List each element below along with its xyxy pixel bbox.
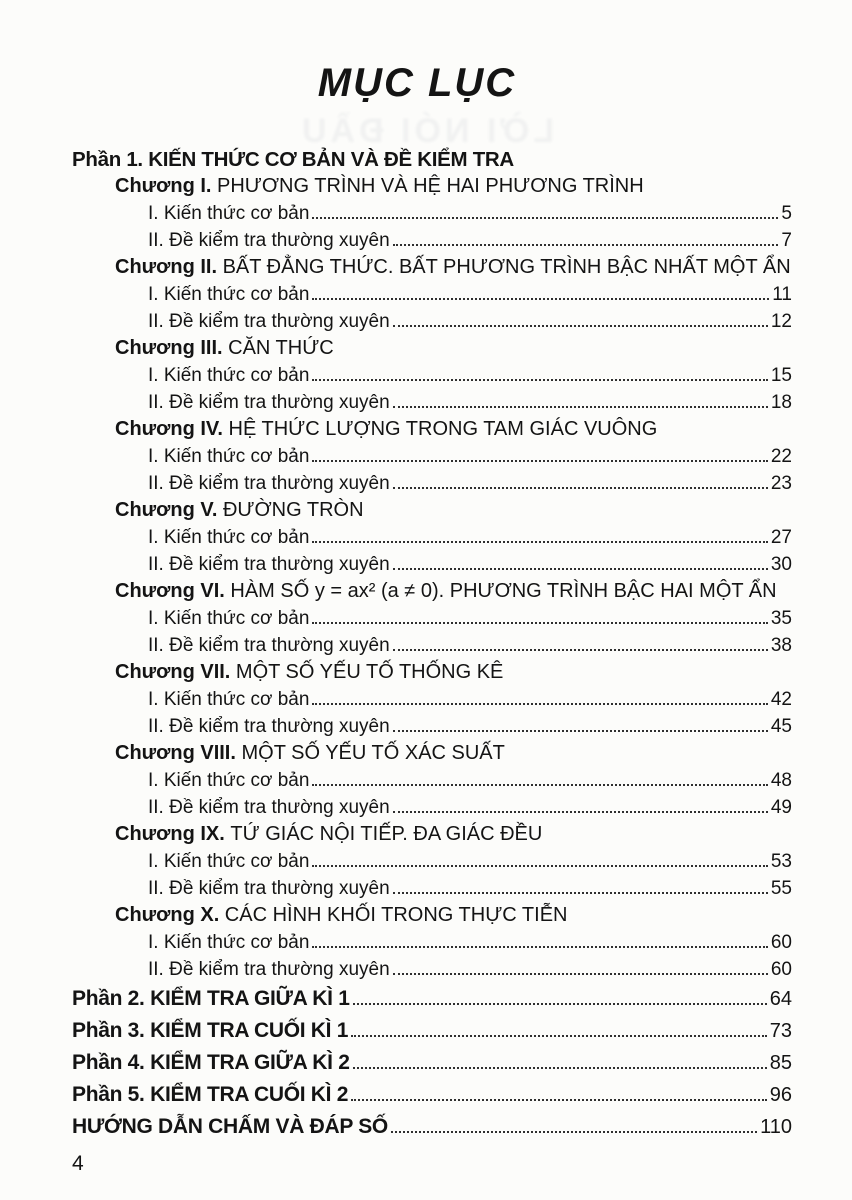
- chapter-title: PHƯƠNG TRÌNH VÀ HỆ HAI PHƯƠNG TRÌNH: [211, 175, 644, 197]
- chapter-label: Chương VI.: [115, 580, 225, 602]
- toc-item: [148, 443, 792, 470]
- chapter-title: CĂN THỨC: [222, 337, 334, 359]
- toc-item: [148, 686, 792, 713]
- chapter-label: Chương I.: [115, 175, 212, 197]
- answers-entry-label: HƯỚNG DẪN CHẤM VÀ ĐÁP SỐ: [72, 1115, 388, 1138]
- chapter-heading: [115, 254, 792, 281]
- chapter-heading: [115, 659, 792, 686]
- dot-leader: [351, 1099, 767, 1101]
- toc-item-label: II. Đề kiểm tra thường xuyên: [148, 311, 390, 332]
- toc-item: [148, 875, 792, 902]
- page-ref: 5: [781, 203, 792, 224]
- chapter-label: Chương X.: [115, 904, 220, 926]
- toc-item: [148, 956, 792, 983]
- chapter-title: BẤT ĐẲNG THỨC. BẤT PHƯƠNG TRÌNH BẬC NHẤT MỘT ẨN: [217, 256, 791, 278]
- chapter-label: Chương IV.: [115, 418, 223, 440]
- chapter-label: Chương IX.: [115, 823, 225, 845]
- toc-item-label: II. Đề kiểm tra thường xuyên: [148, 554, 390, 575]
- dot-leader: [312, 541, 767, 543]
- toc-item-label: II. Đề kiểm tra thường xuyên: [148, 473, 390, 494]
- part1-heading: [72, 146, 792, 173]
- dot-leader: [312, 784, 767, 786]
- toc-item-label: I. Kiến thức cơ bản: [148, 446, 310, 467]
- toc-item-label: II. Đề kiểm tra thường xuyên: [148, 635, 390, 656]
- chapter-title: HỆ THỨC LƯỢNG TRONG TAM GIÁC VUÔNG: [222, 418, 658, 440]
- page-title: MỤC LỤC: [317, 61, 517, 105]
- chapter-heading: [115, 335, 792, 362]
- chapter-title: HÀM SỐ y = ax² (a ≠ 0). PHƯƠNG TRÌNH BẬC HAI MỘT ẨN: [224, 580, 777, 602]
- chapter-title: TỨ GIÁC NỘI TIẾP. ĐA GIÁC ĐỀU: [224, 823, 543, 845]
- part-entry-label: Phần 4. KIỂM TRA GIỮA KÌ 2: [72, 1051, 350, 1074]
- page-ref: 22: [770, 446, 792, 467]
- toc-item: [148, 227, 792, 254]
- dot-leader: [312, 865, 767, 867]
- dot-leader: [393, 730, 768, 732]
- page-ref: 7: [781, 230, 792, 251]
- toc-item-label: II. Đề kiểm tra thường xuyên: [148, 392, 390, 413]
- page-ref: 60: [770, 959, 792, 980]
- chapter-heading: [115, 416, 792, 443]
- toc-item: [148, 848, 792, 875]
- toc-item-label: II. Đề kiểm tra thường xuyên: [148, 797, 390, 818]
- toc-item-label: I. Kiến thức cơ bản: [148, 365, 310, 386]
- toc-item: [148, 794, 792, 821]
- toc-item: [148, 470, 792, 497]
- dot-leader: [391, 1131, 757, 1133]
- dot-leader: [393, 973, 768, 975]
- page-ref: 96: [769, 1084, 792, 1106]
- dot-leader: [351, 1035, 767, 1037]
- toc-item-label: I. Kiến thức cơ bản: [148, 689, 310, 710]
- toc-item: [148, 308, 792, 335]
- chapter-title: MỘT SỐ YẾU TỐ XÁC SUẤT: [235, 742, 505, 764]
- page-ref: 12: [770, 311, 792, 332]
- chapter-heading: [115, 578, 792, 605]
- dot-leader: [312, 298, 769, 300]
- page-ref: 45: [770, 716, 792, 737]
- part1-heading-label: Phần 1. KIẾN THỨC CƠ BẢN VÀ ĐỀ KIỂM TRA: [72, 148, 514, 171]
- chapter-heading: [115, 173, 792, 200]
- part-entry: [72, 1015, 792, 1047]
- toc-item-label: I. Kiến thức cơ bản: [148, 932, 310, 953]
- toc-item-label: I. Kiến thức cơ bản: [148, 284, 310, 305]
- chapter-label: Chương II.: [115, 256, 218, 278]
- page-ref: 18: [770, 392, 792, 413]
- chapter-title: ĐƯỜNG TRÒN: [217, 499, 364, 521]
- toc-item: [148, 389, 792, 416]
- page-ref: 85: [769, 1052, 792, 1074]
- chapter-label: Chương III.: [115, 337, 223, 359]
- answers-entry: [72, 1111, 792, 1143]
- dot-leader: [393, 487, 768, 489]
- page-ref: 42: [770, 689, 792, 710]
- page-ref: 64: [769, 988, 792, 1010]
- part-entry: [72, 1047, 792, 1079]
- showthrough-ghost-text: LỜI NÓI ĐẦU: [297, 112, 555, 150]
- dot-leader: [393, 406, 768, 408]
- toc-item-label: I. Kiến thức cơ bản: [148, 770, 310, 791]
- chapter-heading: [115, 497, 792, 524]
- toc-item-label: II. Đề kiểm tra thường xuyên: [148, 716, 390, 737]
- page-ref: 35: [770, 608, 792, 629]
- chapter-label: Chương V.: [115, 499, 218, 521]
- page-ref: 55: [770, 878, 792, 899]
- part-entry: [72, 1079, 792, 1111]
- chapter-label: Chương VII.: [115, 661, 231, 683]
- dot-leader: [393, 325, 768, 327]
- toc-item: [148, 632, 792, 659]
- page-ref: 15: [770, 365, 792, 386]
- folio-page-number: 4: [72, 1152, 84, 1175]
- page-ref: 48: [770, 770, 792, 791]
- dot-leader: [312, 379, 767, 381]
- toc-item: [148, 524, 792, 551]
- toc-item-label: I. Kiến thức cơ bản: [148, 527, 310, 548]
- page-ref: 110: [760, 1116, 792, 1138]
- dot-leader: [353, 1067, 767, 1069]
- page-ref: 30: [770, 554, 792, 575]
- toc-item-label: I. Kiến thức cơ bản: [148, 608, 310, 629]
- toc-item-label: I. Kiến thức cơ bản: [148, 203, 310, 224]
- toc-item-label: II. Đề kiểm tra thường xuyên: [148, 959, 390, 980]
- part-entry: [72, 983, 792, 1015]
- page-ref: 49: [770, 797, 792, 818]
- toc-item: [148, 605, 792, 632]
- dot-leader: [393, 649, 768, 651]
- dot-leader: [353, 1003, 767, 1005]
- page-ref: 27: [770, 527, 792, 548]
- chapter-title: MỘT SỐ YẾU TỐ THỐNG KÊ: [230, 661, 504, 683]
- page-ref: 11: [772, 284, 792, 305]
- toc-item: [148, 281, 792, 308]
- chapter-heading: [115, 821, 792, 848]
- dot-leader: [393, 892, 768, 894]
- page-ref: 38: [770, 635, 792, 656]
- dot-leader: [393, 811, 768, 813]
- toc-item: [148, 200, 792, 227]
- toc-item: [148, 362, 792, 389]
- toc-item: [148, 713, 792, 740]
- page-ref: 53: [770, 851, 792, 872]
- toc-item-label: II. Đề kiểm tra thường xuyên: [148, 230, 390, 251]
- part-entry-label: Phần 3. KIỂM TRA CUỐI KÌ 1: [72, 1019, 349, 1042]
- part-entry-label: Phần 5. KIỂM TRA CUỐI KÌ 2: [72, 1083, 349, 1106]
- part-entry-label: Phần 2. KIỂM TRA GIỮA KÌ 1: [72, 987, 350, 1010]
- dot-leader: [393, 568, 768, 570]
- toc-item-label: II. Đề kiểm tra thường xuyên: [148, 878, 390, 899]
- toc-item: [148, 551, 792, 578]
- dot-leader: [393, 244, 779, 246]
- dot-leader: [312, 460, 767, 462]
- toc-item: [148, 929, 792, 956]
- chapter-heading: [115, 902, 792, 929]
- toc-item-label: I. Kiến thức cơ bản: [148, 851, 310, 872]
- chapter-label: Chương VIII.: [115, 742, 236, 764]
- chapter-title: CÁC HÌNH KHỐI TRONG THỰC TIỄN: [219, 904, 568, 926]
- page-ref: 73: [769, 1020, 792, 1042]
- dot-leader: [312, 703, 767, 705]
- page-ref: 23: [770, 473, 792, 494]
- dot-leader: [312, 622, 767, 624]
- toc-list: [72, 146, 792, 1143]
- dot-leader: [312, 217, 778, 219]
- page-ref: 60: [770, 932, 792, 953]
- toc-item: [148, 767, 792, 794]
- dot-leader: [312, 946, 767, 948]
- chapter-heading: [115, 740, 792, 767]
